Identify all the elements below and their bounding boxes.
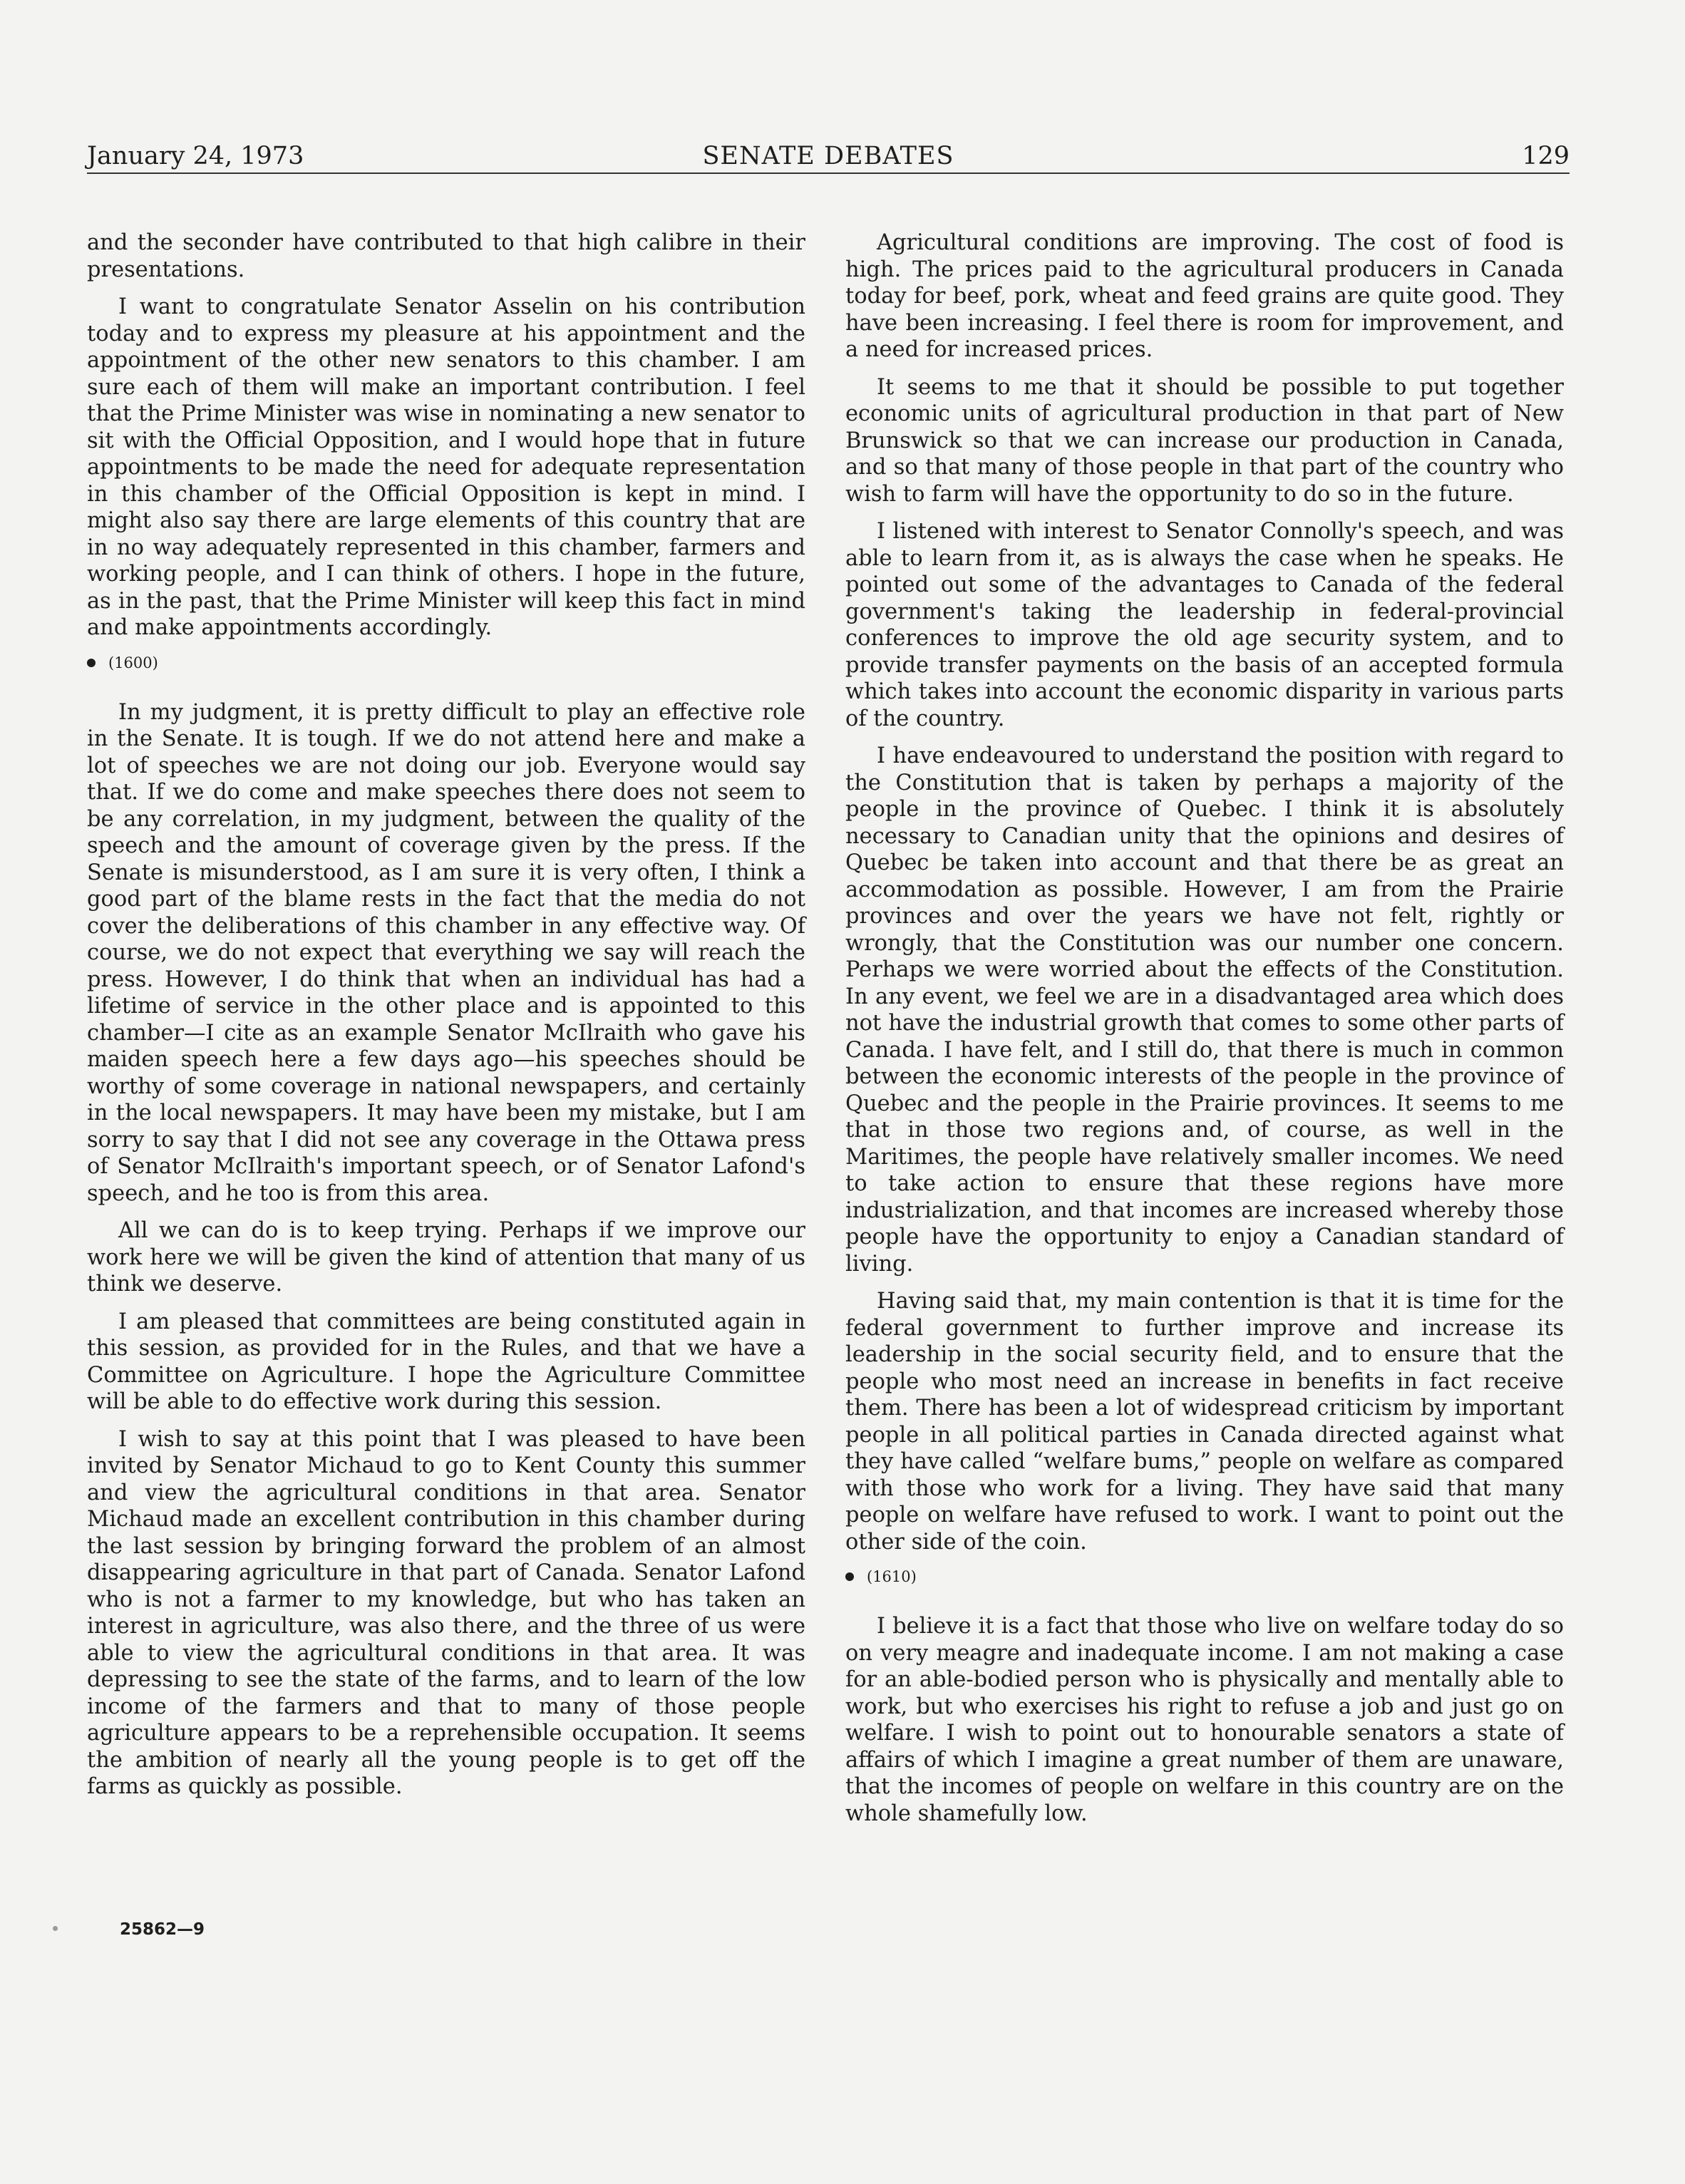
paragraph: I believe it is a fact that those who live on welfare today do so on very meagre and inadequate income. I am not making a case for an able-bodied person who is physically and mentally able to work, but who exercises his right to refuse a job and just go on welfare. I wish to point out to honourable senators a state of affairs of which I imagine a great number of them are unaware, that the incomes of people on welfare in this country are on the whole shamefully low.: [845, 1614, 1564, 1826]
paragraph: I am pleased that committees are being constituted again in this session, as provided for in the Rules, and that we have a Committee on Agriculture. I hope the Agriculture Committee will be able to do effective work during this session.: [87, 1309, 805, 1414]
scan-speck: [53, 1926, 58, 1931]
paragraph: I wish to say at this point that I was pleased to have been invited by Senator Michaud to go to Kent County this summer and view the agricultural conditions in that area. Senator Michaud made an excellent contribution in this chamber during the last session by bringing forward the problem of an almost disappearing agriculture in that part of Canada. Senator Lafond who is not a farmer to my knowledge, but who has taken an interest in agriculture, was also there, and the three of us were able to view the agricultural conditions in that area. It was depressing to see the state of the farms, and to learn of the low income of the farmers and that to many of those people agriculture appears to be a reprehensible occupation. It seems the ambition of nearly all the young people is to get off the farms as quickly as possible.: [87, 1426, 805, 1799]
header-date: January 24, 1973: [87, 142, 304, 170]
page-number: 129: [1522, 142, 1570, 170]
paragraph: It seems to me that it should be possible to put together economic units of agricultural production in that part of New Brunswick so that we can increase our production in Canada, and so that many of those people in that part of the country who wish to farm will have the opportunity to do so in the future.: [845, 374, 1564, 507]
time-marker-label: (1600): [108, 654, 158, 671]
page-header: [87, 140, 1570, 174]
paragraph: I have endeavoured to understand the position with regard to the Constitution that is taken by perhaps a majority of the people in the province of Quebec. I think it is absolutely necessary to Canadian unity that the opinions and desires of Quebec be taken into account and that there be as great an accommodation as possible. However, I am from the Prairie provinces and over the years we have not felt, rightly or wrongly, that the Constitution was our number one concern. Perhaps we were worried about the effects of the Constitution. In any event, we feel we are in a disadvantaged area which does not have the industrial growth that comes to some other parts of Canada. I have felt, and I still do, that there is much in common between the economic interests of the people in the province of Quebec and the people in the Prairie provinces. It seems to me that in those two regions and, of course, as well in the Maritimes, the people have relatively smaller incomes. We need to take action to ensure that these regions have more industrialization, and that incomes are increased whereby those people have the opportunity to enjoy a Canadian standard of living.: [845, 743, 1564, 1277]
footer-code: 25862—9: [120, 1920, 205, 1939]
paragraph: Agricultural conditions are improving. The cost of food is high. The prices paid to the agricultural producers in Canada today for beef, pork, wheat and feed grains are quite good. They have been increasing. I feel there is room for improvement, and a need for increased prices.: [845, 230, 1564, 362]
paragraph: Having said that, my main contention is that it is time for the federal government to further improve and increase its leadership in the social security field, and to ensure that the people who most need an increase in benefits in fact receive them. There has been a lot of widespread criticism by important people in all political parties in Canada directed against what they have called “welfare bums,” people on welfare as compared with those who work for a living. They have said that many people on welfare have refused to work. I want to point out the other side of the coin.: [845, 1289, 1564, 1555]
left-column: [87, 230, 805, 1811]
paragraph: I listened with interest to Senator Connolly's speech, and was able to learn from it, as is always the case when he speaks. He pointed out some of the advantages to Canada of the federal government's taking the leadership in federal-provincial conferences to improve the old age security system, and to provide transfer payments on the basis of an accepted formula which takes into account the economic disparity in various parts of the country.: [845, 519, 1564, 731]
paragraph: I want to congratulate Senator Asselin on his contribution today and to express my pleasure at his appointment and the appointment of the other new senators to this chamber. I am sure each of them will make an important contribution. I feel that the Prime Minister was wise in nominating a new senator to sit with the Official Opposition, and I would hope that in future appointments to be made the need for adequate representation in this chamber of the Official Opposition is kept in mind. I might also say there are large elements of this country that are in no way adequately represented in this chamber, farmers and working people, and I can think of others. I hope in the future, as in the past, that the Prime Minister will keep this fact in mind and make appointments accordingly.: [87, 294, 805, 640]
time-marker: [845, 1566, 1564, 1587]
time-marker: [87, 652, 805, 674]
paragraph: All we can do is to keep trying. Perhaps if we improve our work here we will be given the kind of attention that many of us think we deserve.: [87, 1218, 805, 1297]
bullet-icon: [845, 1572, 854, 1581]
header-title: SENATE DEBATES: [702, 142, 954, 170]
paragraph: and the seconder have contributed to that high calibre in their presentations.: [87, 230, 805, 282]
right-column: [845, 230, 1564, 1838]
time-marker-label: (1610): [867, 1568, 917, 1585]
paragraph: In my judgment, it is pretty difficult to play an effective role in the Senate. It is tough. If we do not attend here and make a lot of speeches we are not doing our job. Everyone would say that. If we do come and make speeches there does not seem to be any correlation, in my judgment, between the quality of the speech and the amount of coverage given by the press. If the Senate is misunderstood, as I am sure it is very often, I think a good part of the blame rests in the fact that the media do not cover the deliberations of this chamber in any effective way. Of course, we do not expect that everything we say will reach the press. However, I do think that when an individual has had a lifetime of service in the other place and is appointed to this chamber—I cite as an example Senator McIlraith who gave his maiden speech here a few days ago—his speeches should be worthy of some coverage in national newspapers, and certainly in the local newspapers. It may have been my mistake, but I am sorry to say that I did not see any coverage in the Ottawa press of Senator McIlraith's important speech, or of Senator Lafond's speech, and he too is from this area.: [87, 699, 805, 1206]
bullet-icon: [87, 659, 96, 667]
